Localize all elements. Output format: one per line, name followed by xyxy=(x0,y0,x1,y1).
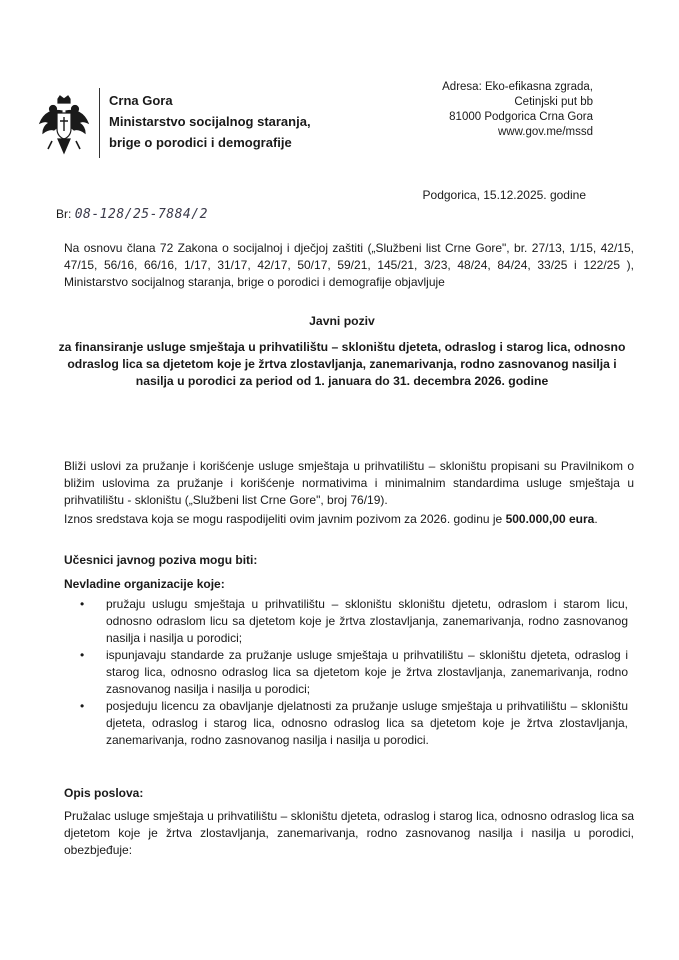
ministry-line-1: Ministarstvo socijalnog staranja, xyxy=(109,114,311,129)
opis-paragraph: Pružalac usluge smještaja u prihvatilištu – skloništu djeteta, odraslog i starog lica, odnosno odraslog lica sa djetetom koje je žrtva zlostavljanja, zanemarivanja, rodno zasnovanog nasilja i nasilja u porodici, obezbjeđuje: xyxy=(64,809,634,857)
address-line-3: 81000 Podgorica Crna Gora xyxy=(449,111,593,123)
bullet-icon: • xyxy=(80,648,85,662)
document-title: Javni poziv xyxy=(309,314,375,328)
website: www.gov.me/mssd xyxy=(497,126,593,138)
intro-paragraph: Na osnovu člana 72 Zakona o socijalnoj i dječjoj zaštiti („Službeni list Crne Gore", br. 27/13, 1/15, 42/15, 47/15, 56/16, 66/16, 1/17, 31/17, 42/17, 50/17, 59/21, 145/21, 3/23, 48/24, 84/24, 33/25 i 122/25 ), Ministarstvo socijalnog staranja, brige o porodici i demografije objavljuje xyxy=(64,241,634,289)
ngo-heading: Nevladine organizacije koje: xyxy=(64,577,225,591)
amount-value: 500.000,00 eura xyxy=(505,512,595,526)
ministry-name xyxy=(109,90,311,153)
document-subtitle: za finansiranje usluge smještaja u prihvatilištu – skloništu djeteta, odraslog i starog lica, odnosno odraslog lica sa djetetom koje je žrtva zlostavljanja, zanemarivanja, rodno zasnovanog nasilja i nasilja u porodici za period od 1. januara do 31. decembra 2026. godine xyxy=(58,340,626,388)
address-line-2: Cetinjski put bb xyxy=(514,96,593,108)
header-divider xyxy=(99,88,100,158)
conditions-paragraph: Bliži uslovi za pružanje i korišćenje usluge smještaja u prihvatilištu – skloništu propisani su Pravilnikom o bližim uslovima za pružanje i korišćenje normativima i minimalnim standardima usluge smještaja u prihvatilištu - skloništu („Službeni list Crne Gore", broj 76/19). xyxy=(64,459,634,507)
list-item xyxy=(78,596,628,647)
reference-value: 08-128/25-7884/2 xyxy=(74,207,208,222)
participants-heading: Učesnici javnog poziva mogu biti: xyxy=(64,553,258,567)
opis-heading: Opis poslova: xyxy=(64,786,144,800)
place-date: Podgorica, 15.12.2025. godine xyxy=(422,188,586,202)
list-item-text: ispunjavaju standarde za pružanje usluge smještaja u prihvatilištu – skloništu djeteta, odraslog i starog lica, odnosno odraslog lica sa djetetom koje je žrtva zlostavljanja, zanemarivanja, rodno zasnovanog nasilja i nasilja u porodici; xyxy=(106,648,628,696)
list-item xyxy=(78,698,628,749)
bullet-icon: • xyxy=(80,699,85,713)
address-line-1: Adresa: Eko-efikasna zgrada, xyxy=(442,81,593,93)
country-name: Crna Gora xyxy=(109,93,173,108)
reference-number xyxy=(56,207,208,222)
amount-paragraph xyxy=(64,511,634,528)
list-item xyxy=(78,647,628,698)
amount-end: . xyxy=(594,512,598,526)
list-item-text: posjeduju licencu za obavljanje djelatnosti za pružanje usluge smještaja u prihvatilištu – skloništu djeteta, odraslog i starog lica, odnosno odraslog lica sa djetetom koje je žrtva zlostavljanja, zanemarivanja, rodno zasnovanog nasilja i nasilja u porodici. xyxy=(106,699,628,747)
coat-of-arms-icon xyxy=(38,95,90,157)
reference-label: Br: xyxy=(56,207,72,221)
address-block xyxy=(442,80,593,140)
ministry-line-2: brige o porodici i demografije xyxy=(109,135,292,150)
requirements-list xyxy=(78,596,628,749)
bullet-icon: • xyxy=(80,597,85,611)
amount-text: Iznos sredstava koja se mogu raspodijeliti ovim javnim pozivom za 2026. godinu je xyxy=(64,512,506,526)
list-item-text: pružaju uslugu smještaja u prihvatilištu – skloništu skloništu djetetu, odraslom i starom licu, odnosno odraslom licu sa djetetom koje je žrtva zlostavljanja, zanemarivanja, rodno zasnovanog nasilja i nasilja u porodici; xyxy=(106,597,628,645)
